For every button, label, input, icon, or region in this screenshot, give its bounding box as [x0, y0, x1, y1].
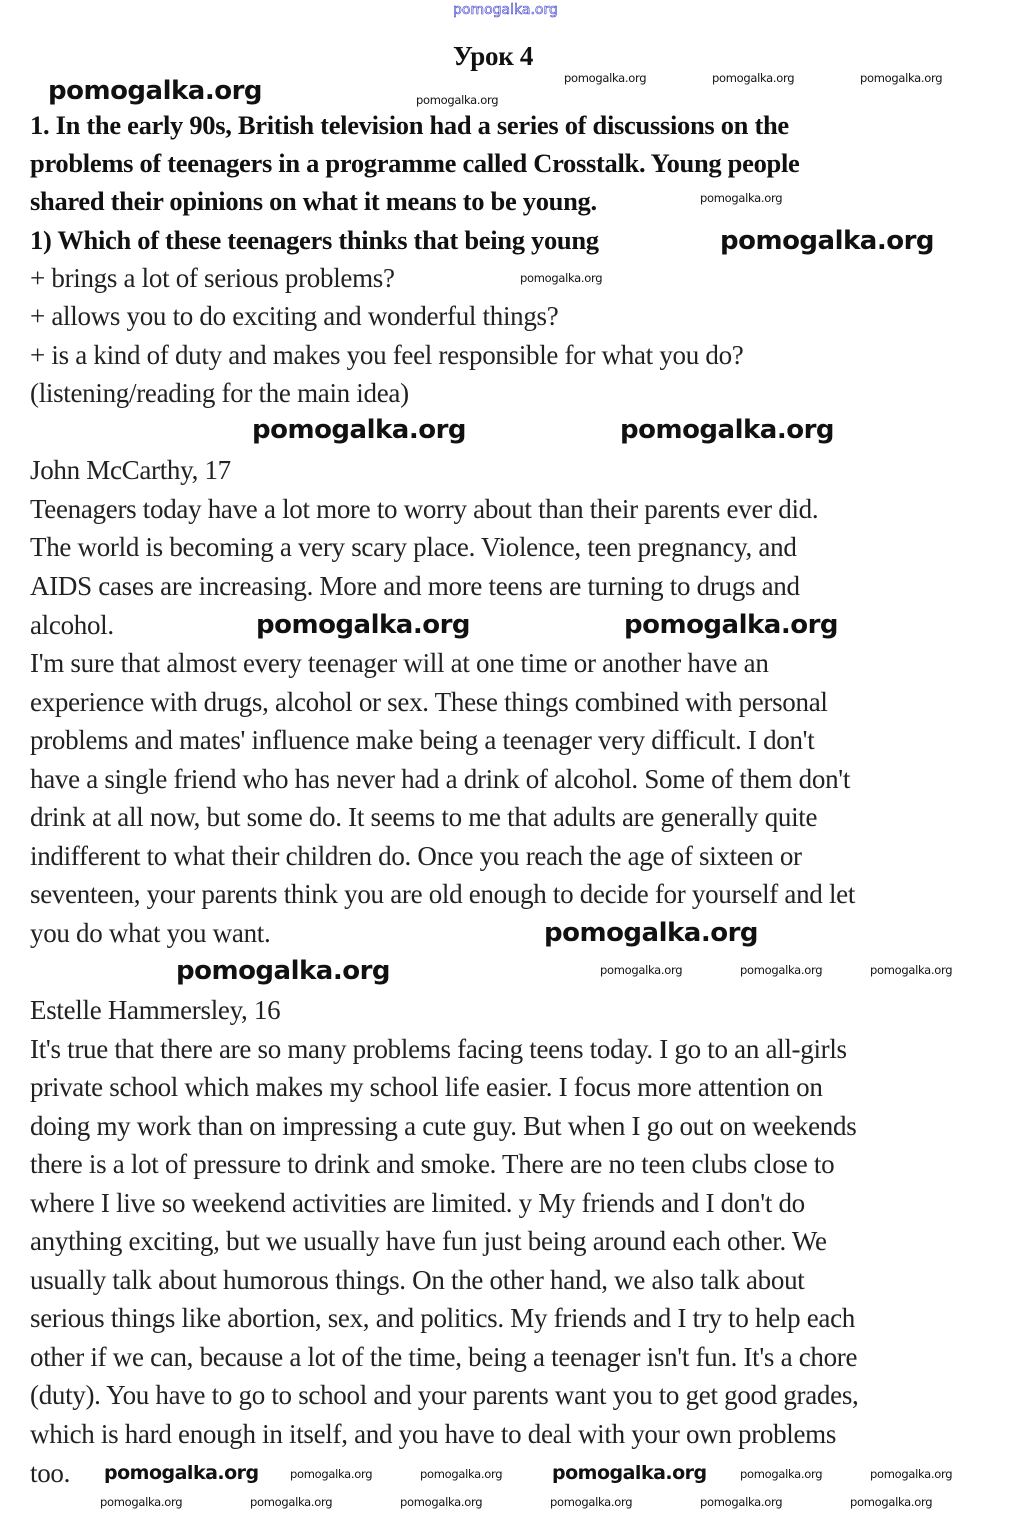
- watermark: pomogalka.org: [552, 1462, 707, 1484]
- watermark: pomogalka.org: [453, 2, 558, 18]
- watermark: pomogalka.org: [48, 76, 263, 106]
- paragraph-line: I'm sure that almost every teenager will at one time or another have an: [30, 648, 769, 678]
- watermark: pomogalka.org: [712, 71, 795, 85]
- watermark: pomogalka.org: [550, 1495, 633, 1509]
- watermark: pomogalka.org: [620, 415, 835, 445]
- watermark: pomogalka.org: [740, 963, 823, 977]
- paragraph-line: other if we can, because a lot of the time, being a teenager isn't fun. It's a chore: [30, 1342, 858, 1372]
- paragraph-line: problems and mates' influence make being a teenager very difficult. I don't: [30, 725, 815, 755]
- watermark: pomogalka.org: [176, 956, 391, 986]
- paragraph-line: indifferent to what their children do. Once you reach the age of sixteen or: [30, 841, 802, 871]
- task-option: (listening/reading for the main idea): [30, 378, 409, 408]
- watermark: pomogalka.org: [252, 415, 467, 445]
- paragraph-line: doing my work than on impressing a cute guy. But when I go out on weekends: [30, 1111, 857, 1141]
- watermark: pomogalka.org: [860, 71, 943, 85]
- watermark: pomogalka.org: [256, 610, 471, 640]
- watermark: pomogalka.org: [850, 1495, 933, 1509]
- paragraph-line: (duty). You have to go to school and your parents want you to get good grades,: [30, 1380, 859, 1410]
- task-option: + is a kind of duty and makes you feel responsible for what you do?: [30, 340, 744, 370]
- task-option: + allows you to do exciting and wonderful things?: [30, 301, 559, 331]
- paragraph-line: alcohol.: [30, 610, 114, 640]
- paragraph-line: anything exciting, but we usually have fun just being around each other. We: [30, 1226, 827, 1256]
- paragraph-line: usually talk about humorous things. On the other hand, we also talk about: [30, 1265, 805, 1295]
- watermark: pomogalka.org: [416, 93, 499, 107]
- watermark: pomogalka.org: [520, 271, 603, 285]
- watermark: pomogalka.org: [600, 963, 683, 977]
- watermark: pomogalka.org: [400, 1495, 483, 1509]
- watermark: pomogalka.org: [544, 918, 759, 948]
- watermark: pomogalka.org: [250, 1495, 333, 1509]
- paragraph-line: private school which makes my school life easier. I focus more attention on: [30, 1072, 823, 1102]
- paragraph-line: It's true that there are so many problems facing teens today. I go to an all-girls: [30, 1034, 847, 1064]
- paragraph-line: Teenagers today have a lot more to worry about than their parents ever did.: [30, 494, 819, 524]
- watermark: pomogalka.org: [290, 1467, 373, 1481]
- task-line: 1. In the early 90s, British television had a series of discussions on the: [30, 110, 789, 140]
- watermark: pomogalka.org: [720, 226, 935, 256]
- watermark: pomogalka.org: [870, 1467, 953, 1481]
- paragraph-line: The world is becoming a very scary place. Violence, teen pregnancy, and: [30, 532, 797, 562]
- watermark: pomogalka.org: [700, 191, 783, 205]
- task-line: shared their opinions on what it means to be young.: [30, 186, 597, 216]
- lesson-title: Урок 4: [453, 41, 534, 71]
- paragraph-line: too.: [30, 1458, 71, 1488]
- task-line: 1) Which of these teenagers thinks that being young: [30, 225, 599, 255]
- paragraph-line: drink at all now, but some do. It seems to me that adults are generally quite: [30, 802, 818, 832]
- paragraph-line: which is hard enough in itself, and you have to deal with your own problems: [30, 1419, 837, 1449]
- paragraph-line: there is a lot of pressure to drink and smoke. There are no teen clubs close to: [30, 1149, 835, 1179]
- paragraph-line: experience with drugs, alcohol or sex. These things combined with personal: [30, 687, 828, 717]
- watermark: pomogalka.org: [100, 1495, 183, 1509]
- paragraph-line: you do what you want.: [30, 918, 271, 948]
- speaker-name: Estelle Hammersley, 16: [30, 995, 281, 1025]
- watermark: pomogalka.org: [870, 963, 953, 977]
- speaker-name: John McCarthy, 17: [30, 455, 231, 485]
- watermark: pomogalka.org: [624, 610, 839, 640]
- watermark: pomogalka.org: [700, 1495, 783, 1509]
- paragraph-line: have a single friend who has never had a drink of alcohol. Some of them don't: [30, 764, 851, 794]
- paragraph-line: seventeen, your parents think you are old enough to decide for yourself and let: [30, 879, 856, 909]
- paragraph-line: AIDS cases are increasing. More and more teens are turning to drugs and: [30, 571, 800, 601]
- paragraph-line: where I live so weekend activities are limited. y My friends and I don't do: [30, 1188, 805, 1218]
- paragraph-line: serious things like abortion, sex, and politics. My friends and I try to help each: [30, 1303, 855, 1333]
- watermark: pomogalka.org: [104, 1462, 259, 1484]
- task-line: problems of teenagers in a programme called Crosstalk. Young people: [30, 148, 800, 178]
- watermark: pomogalka.org: [564, 71, 647, 85]
- watermark: pomogalka.org: [420, 1467, 503, 1481]
- task-option: + brings a lot of serious problems?: [30, 263, 395, 293]
- watermark: pomogalka.org: [740, 1467, 823, 1481]
